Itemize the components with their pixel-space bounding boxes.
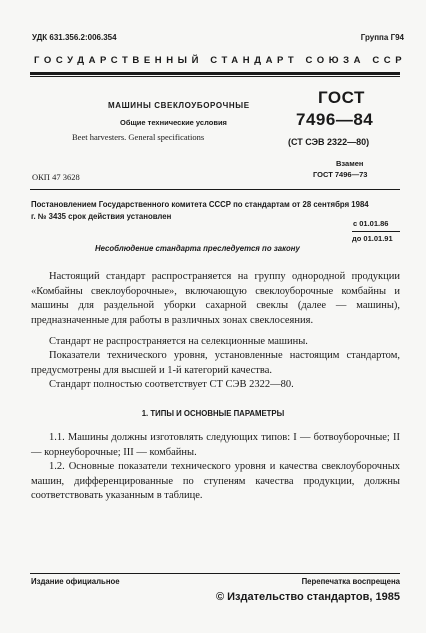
replaces-label: Взамен — [336, 159, 364, 168]
paragraph-quality-categories: Показатели технического уровня, установленные настоящим стандартом, предусмотрены для высшей и 1-й категорий качества. — [31, 350, 400, 376]
st-sev-reference: (СТ СЭВ 2322—80) — [288, 137, 370, 147]
replaces-value: ГОСТ 7496—73 — [313, 170, 368, 179]
paragraph-types: 1.1. Машины должны изготовлять следующих типов: I — ботвоуборочные; II — корнеуборочные; III — комбайны. — [31, 432, 400, 458]
document-title-en: Beet harvesters. General specifications — [72, 132, 205, 142]
paragraph-compliance: Стандарт полностью соответствует СТ СЭВ 2322—80. — [49, 379, 294, 390]
okp-code: ОКП 47 3628 — [32, 172, 80, 182]
edition-label: Издание официальное — [31, 577, 120, 586]
group-code: Группа Г94 — [360, 33, 404, 42]
validity-date-to: до 01.01.91 — [352, 234, 393, 243]
footer-rule — [30, 573, 400, 574]
gost-label: ГОСТ — [318, 88, 365, 107]
document-title-ru: МАШИНЫ СВЕКЛОУБОРОЧНЫЕ — [108, 101, 250, 110]
validity-date-from: с 01.01.86 — [353, 219, 389, 228]
udk-code: УДК 631.356.2:006.354 — [32, 33, 117, 42]
header-rule-thick — [30, 72, 400, 75]
document-subtitle-ru: Общие технические условия — [120, 118, 227, 127]
paragraph-parameters: 1.2. Основные показатели технического уровня и качества свеклоуборочных машин, дифференцированные по ступеням качества продукции, должны соответствовать указанным в таблице. — [31, 461, 400, 502]
divider-rule — [30, 189, 400, 190]
decree-text: Постановлением Государственного комитета СССР по стандартам от 28 сентября 1984 г. № 3435 срок действия установлен — [31, 200, 369, 221]
date-divider — [352, 231, 400, 232]
copyright-notice: © Издательство стандартов, 1985 — [215, 591, 400, 603]
gost-number: 7496—84 — [296, 110, 374, 129]
header-rule-thin — [30, 76, 400, 77]
violation-notice: Несоблюдение стандарта преследуется по закону — [95, 244, 300, 253]
paragraph-exclusion: Стандарт не распространяется на селекционные машины. — [49, 336, 308, 347]
reprint-notice: Перепечатка воспрещена — [301, 577, 400, 586]
paragraph-scope: Настоящий стандарт распространяется на группу однородной продукции «Комбайны свеклоуборочные», включающую свеклоуборочные комбайны и машины для раздельной уборки сахарной свеклы (далее — машины), предназначенные для работы в различных зонах свеклосеяния. — [31, 271, 400, 326]
standard-title: ГОСУДАРСТВЕННЫЙ СТАНДАРТ СОЮЗА ССР — [34, 55, 407, 66]
section-heading: 1. ТИПЫ И ОСНОВНЫЕ ПАРАМЕТРЫ — [141, 409, 285, 418]
